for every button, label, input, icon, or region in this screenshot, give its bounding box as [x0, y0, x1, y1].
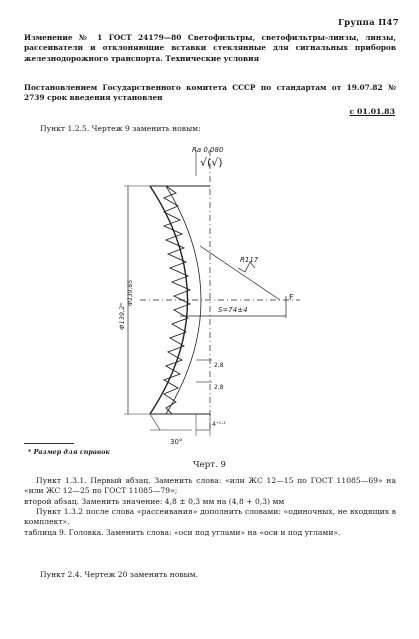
figure-caption: Черт. 9 [193, 460, 226, 470]
angle-label: 30° [170, 438, 183, 446]
footnote: * Размер для справок [28, 448, 110, 456]
radius-label: R117 [240, 256, 259, 264]
group-code: Группа П47 [337, 18, 399, 28]
roughness-symbol: √(√) [200, 156, 223, 169]
decree-text: Постановлением Государственного комитета СССР по стандартам от 19.07.82 № 2739 срок введения установлен [24, 83, 396, 103]
effective-date-text: с 01.01.83 [349, 107, 395, 116]
amendment-body [24, 476, 396, 539]
angle-leader [150, 414, 160, 430]
radius-leader [200, 246, 280, 300]
paragraph-2-4: Пункт 2.4. Чертеж 20 заменить новым. [40, 570, 199, 579]
focal-letter: F [289, 293, 294, 302]
footnote-rule [24, 443, 74, 444]
thickness-label: 4⁺⁰·³ [212, 421, 226, 428]
height-label: Ф139,2* [118, 302, 126, 330]
paragraph-1-2-5: Пункт 1.2.5. Чертеж 9 заменить новым: [40, 124, 201, 133]
paragraph: второй абзац. Заменить значение: 4,8 ± 0,3 мм на (4,8 + 0,3) мм [24, 496, 285, 506]
height-label-2: Ф139,85 [127, 279, 134, 306]
step-label-2: 2,8 [214, 384, 224, 391]
step-label-1: 2,8 [214, 362, 224, 369]
amendment-title: Изменение № 1 ГОСТ 24179—80 Светофильтры, светофильтры-линзы, линзы, рассеиватели и отклоняющие вставки стеклянные для сигнальных приборов железнодорожного транспорта. Технические условия [24, 33, 396, 63]
focal-label: S=74±4 [218, 306, 248, 314]
paragraph: Пункт 1.3.2 после слова «рассеивания» дополнить словами: «одиночных, не входящих в комплект». [24, 507, 396, 527]
paragraph: Пункт 1.3.1. Первый абзац. Заменить слова: «или ЖС 12—15 по ГОСТ 11085—69» на «или ЖС 12—25 по ГОСТ 11085—79»; [24, 476, 396, 495]
roughness-label: Ra 0,080 [192, 146, 224, 154]
paragraph: таблица 9. Головка. Заменить слова: «оси под углами» на «оси и под углами». [24, 527, 341, 537]
